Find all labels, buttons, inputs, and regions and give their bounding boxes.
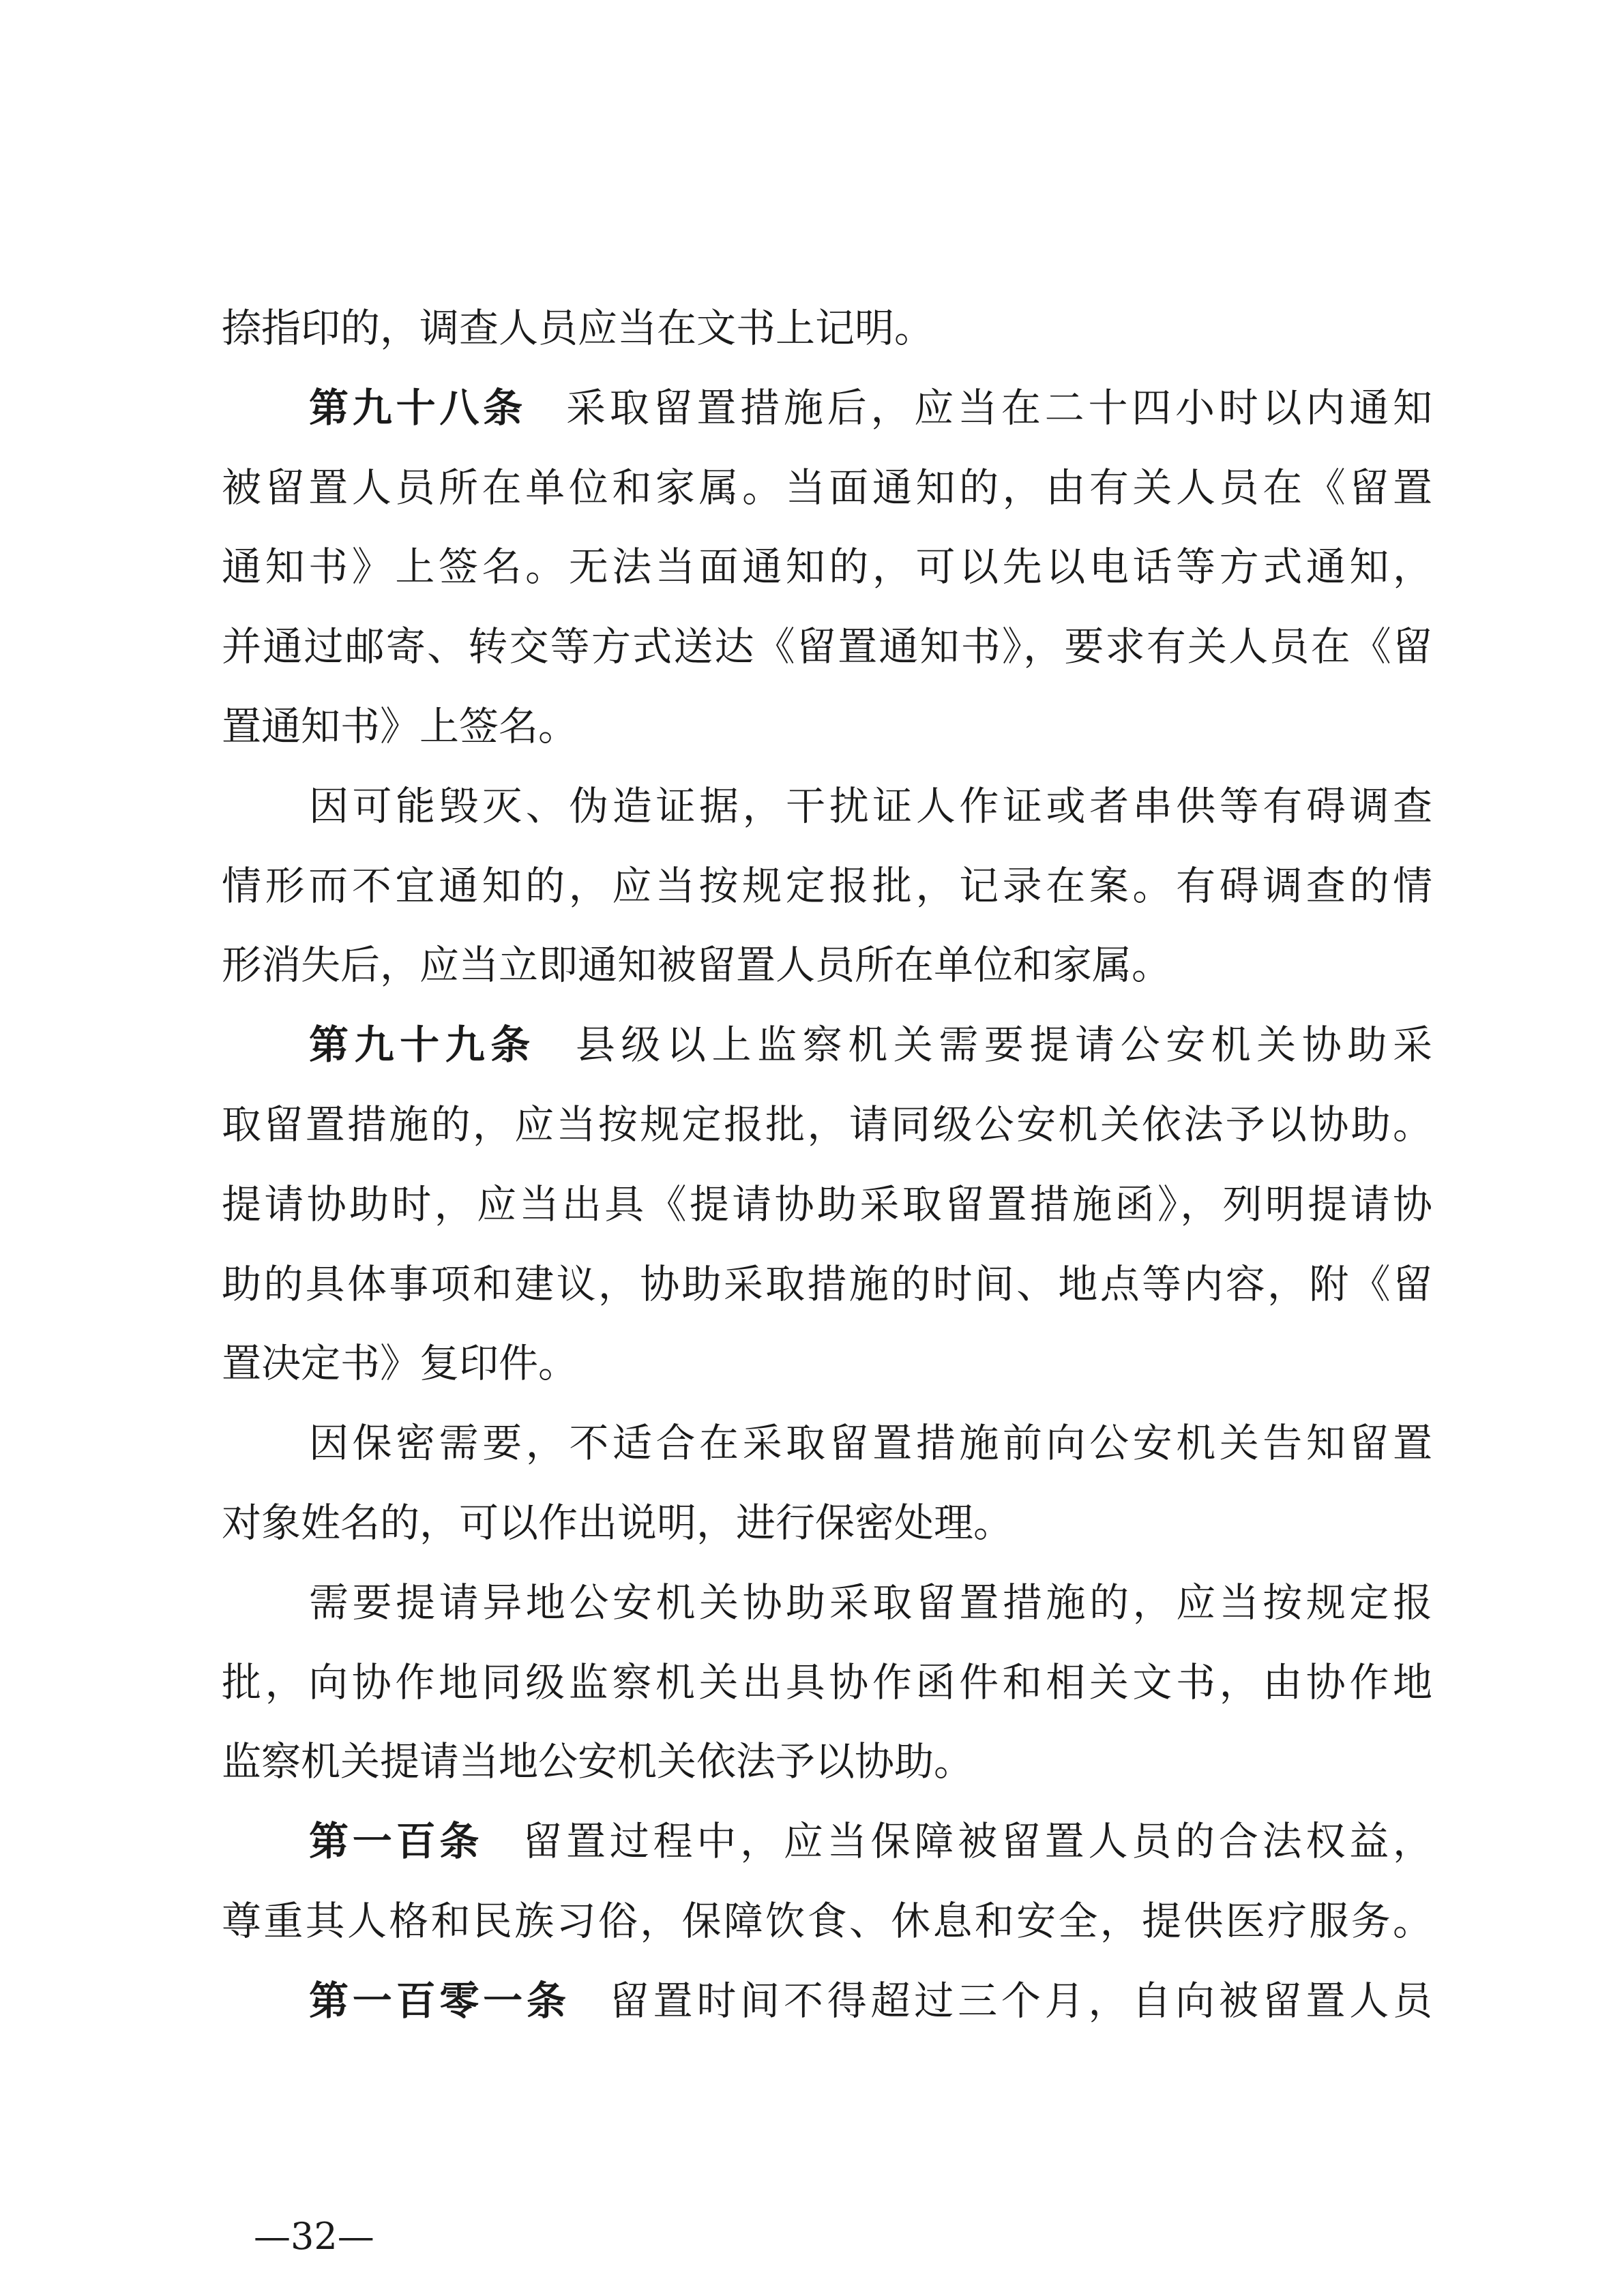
text-line: 监察机关提请当地公安机关依法予以协助。 [222, 1738, 974, 1785]
page-number: —32— [254, 2215, 374, 2258]
text-line: 通知书》上签名。无法当面通知的，可以先以电话等方式通知， [222, 543, 1432, 591]
text-line: 情形而不宜通知的，应当按规定报批，记录在案。有碍调查的情 [222, 862, 1432, 909]
article-heading: 第一百条 [309, 1818, 484, 1865]
text-line [222, 368, 1432, 448]
article-heading: 第九十八条 [309, 384, 527, 431]
text-line: 被留置人员所在单位和家属。当面通知的，由有关人员在《留置 [222, 464, 1432, 511]
paragraph [222, 766, 1432, 1005]
article-99 [222, 1005, 1432, 1403]
text-line: 置决定书》复印件。 [222, 1340, 578, 1387]
text-line: 因可能毁灭、伪造证据，干扰证人作证或者串供等有碍调查 [309, 782, 1432, 829]
text-line: 助的具体事项和建议，协助采取措施的时间、地点等内容，附《留 [222, 1260, 1432, 1307]
paragraph [222, 288, 1432, 368]
text-line: 并通过邮寄、转交等方式送达《留置通知书》，要求有关人员在《留 [222, 623, 1432, 670]
paragraph [222, 1403, 1432, 1563]
article-100 [222, 1802, 1432, 1961]
text-line: 对象姓名的，可以作出说明，进行保密处理。 [222, 1499, 1014, 1546]
text-line: 批，向协作地同级监察机关出具协作函件和相关文书，由协作地 [222, 1658, 1432, 1705]
text-line: 取留置措施的，应当按规定报批，请同级公安机关依法予以协助。 [222, 1101, 1432, 1148]
document-body [222, 288, 1432, 2041]
text-line: 提请协助时，应当出具《提请协助采取留置措施函》，列明提请协 [222, 1180, 1432, 1227]
text-line [222, 1961, 1432, 2041]
text-line: 因保密需要，不适合在采取留置措施前向公安机关告知留置 [309, 1420, 1432, 1467]
article-heading: 第一百零一条 [309, 1977, 570, 2024]
text-line [222, 1802, 1432, 1881]
article-body-text: 采取留置措施后，应当在二十四小时以内通知 [565, 384, 1432, 431]
text-line: 形消失后，应当立即通知被留置人员所在单位和家属。 [222, 942, 1172, 989]
paragraph [222, 1563, 1432, 1802]
article-101 [222, 1961, 1432, 2041]
text-line: 捺指印的，调查人员应当在文书上记明。 [222, 305, 934, 351]
text-line: 置通知书》上签名。 [222, 702, 578, 749]
text-line: 需要提请异地公安机关协助采取留置措施的，应当按规定报 [309, 1579, 1432, 1626]
article-body-text: 县级以上监察机关需要提请公安机关协助采 [575, 1022, 1432, 1069]
article-heading: 第九十九条 [309, 1022, 536, 1069]
text-line: 尊重其人格和民族习俗，保障饮食、休息和安全，提供医疗服务。 [222, 1897, 1432, 1944]
text-line [222, 1005, 1432, 1085]
article-body-text: 留置时间不得超过三个月，自向被留置人员 [609, 1977, 1432, 2024]
article-body-text: 留置过程中，应当保障被留置人员的合法权益， [522, 1818, 1432, 1865]
article-98 [222, 368, 1432, 766]
